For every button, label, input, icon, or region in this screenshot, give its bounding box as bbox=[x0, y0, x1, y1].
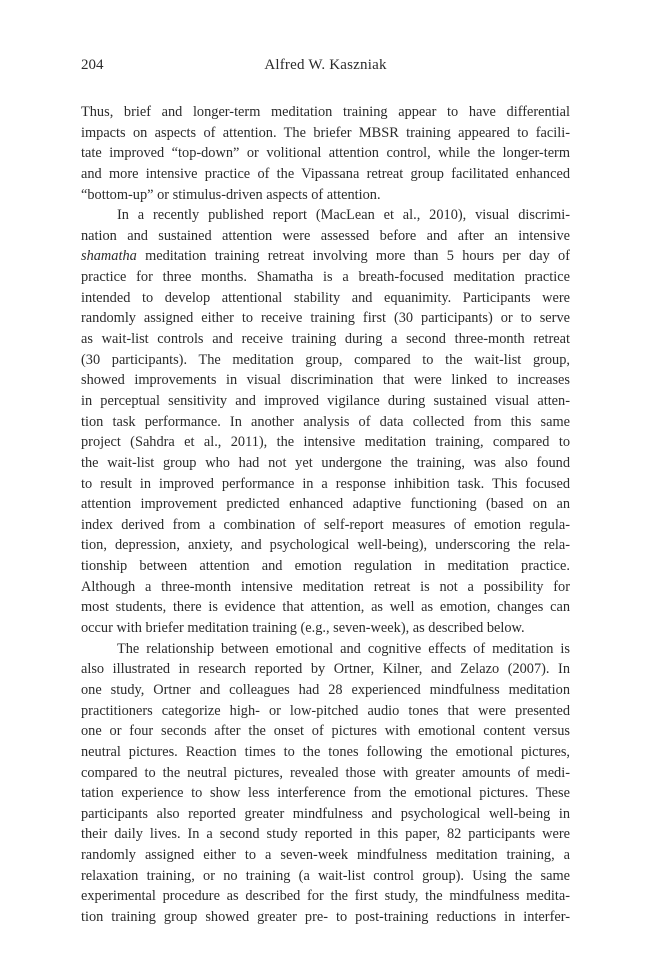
line-text: one study, Ortner and colleagues had 28 experienced mindfulness meditation bbox=[81, 681, 570, 698]
line-text: Thus, brief and longer-term meditation training appear to have differential bbox=[81, 104, 570, 120]
body-text bbox=[81, 102, 570, 928]
line-text: in perceptual sensitivity and improved vigilance during sustained visual atten- bbox=[81, 392, 570, 409]
line-text: as wait-list controls and receive training during a second three-month retreat bbox=[81, 331, 570, 348]
line-text: In a recently published report (MacLean et al., 2010), visual discrimi- bbox=[117, 207, 570, 224]
line-text: to result in improved performance in a response inhibition task. This focused bbox=[81, 475, 570, 492]
line-text: tation experience to show less interference from the emotional pictures. These bbox=[81, 785, 570, 802]
line-text: also illustrated in research reported by Ortner, Kilner, and Zelazo (2007). In bbox=[81, 661, 570, 678]
line-text: “bottom-up” or stimulus-driven aspects of attention. bbox=[81, 186, 381, 203]
italic-term: shamatha bbox=[81, 248, 137, 265]
line-text: tion training group showed greater pre- to post-training reductions in interfer- bbox=[81, 908, 570, 925]
line-text: compared to the neutral pictures, revealed those with greater amounts of medi- bbox=[81, 764, 570, 781]
line-text: relaxation training, or no training (a wait-list control group). Using the same bbox=[81, 867, 570, 884]
line-text: their daily lives. In a second study reported in this paper, 82 participants were bbox=[81, 826, 570, 843]
text-line bbox=[81, 618, 570, 639]
line-text: tion task performance. In another analysis of data collected from this same bbox=[81, 413, 570, 430]
line-text: index derived from a combination of self-report measures of emotion regula- bbox=[81, 516, 570, 533]
line-text: randomly assigned either to a seven-week mindfulness meditation training, a bbox=[81, 847, 570, 864]
text-line bbox=[81, 886, 570, 907]
line-text: neutral pictures. Reaction times to the tones following the emotional pictures, bbox=[81, 743, 570, 760]
line-text: practice for three months. Shamatha is a breath-focused meditation practice bbox=[81, 269, 570, 286]
line-text: one or four seconds after the onset of pictures with emotional content versus bbox=[81, 723, 570, 740]
text-line bbox=[81, 845, 570, 866]
text-line bbox=[81, 308, 570, 329]
line-text: attention improvement predicted enhanced adaptive functioning (based on an bbox=[81, 496, 570, 513]
text-line bbox=[81, 494, 570, 515]
line-text: practitioners categorize high- or low-pitched audio tones that were presented bbox=[81, 702, 570, 719]
line-text: intended to develop attentional stability and equanimity. Participants were bbox=[81, 289, 570, 306]
text-line bbox=[81, 866, 570, 887]
text-line bbox=[81, 515, 570, 536]
text-line bbox=[81, 701, 570, 722]
line-text: the wait-list group who had not yet undergone the training, was also found bbox=[81, 454, 570, 471]
line-text: randomly assigned either to receive training first (30 participants) or to serve bbox=[81, 310, 570, 327]
text-line bbox=[81, 370, 570, 391]
text-line bbox=[81, 474, 570, 495]
running-head bbox=[81, 57, 570, 79]
text-line bbox=[81, 246, 570, 267]
line-text: tate improved “top-down” or volitional attention control, while the longer-term bbox=[81, 145, 570, 162]
line-text: occur with briefer meditation training (e.g., seven-week), as described below. bbox=[81, 620, 525, 637]
text-line bbox=[81, 535, 570, 556]
text-line bbox=[81, 742, 570, 763]
text-line bbox=[81, 143, 570, 164]
line-text: nation and sustained attention were assessed before and after an intensive bbox=[81, 227, 570, 244]
line-text: experimental procedure as described for the first study, the mindfulness medita- bbox=[81, 888, 570, 905]
text-line bbox=[81, 391, 570, 412]
text-line bbox=[81, 907, 570, 928]
text-line bbox=[81, 432, 570, 453]
text-line bbox=[81, 412, 570, 433]
text-line bbox=[81, 267, 570, 288]
text-line bbox=[81, 804, 570, 825]
line-text: impacts on aspects of attention. The briefer MBSR training appeared to facili- bbox=[81, 124, 570, 141]
text-line bbox=[81, 288, 570, 309]
line-text: most students, there is evidence that attention, as well as emotion, changes can bbox=[81, 599, 570, 616]
text-line bbox=[81, 556, 570, 577]
text-line bbox=[81, 597, 570, 618]
page-number: 204 bbox=[81, 57, 104, 73]
line-text: meditation training retreat involving more than 5 hours per day of bbox=[136, 248, 570, 265]
text-line bbox=[81, 453, 570, 474]
text-line bbox=[81, 350, 570, 371]
text-line bbox=[81, 185, 570, 206]
line-text: project (Sahdra et al., 2011), the intensive meditation training, compared to bbox=[81, 434, 570, 451]
text-line bbox=[81, 329, 570, 350]
text-line bbox=[81, 824, 570, 845]
text-line bbox=[81, 226, 570, 247]
text-line bbox=[81, 164, 570, 185]
line-text: (30 participants). The meditation group, compared to the wait-list group, bbox=[81, 351, 570, 368]
text-line bbox=[81, 577, 570, 598]
text-line bbox=[81, 783, 570, 804]
text-line bbox=[81, 763, 570, 784]
text-line bbox=[81, 123, 570, 144]
text-line bbox=[81, 205, 570, 226]
line-text: tion, depression, anxiety, and psychological well-being), underscoring the rela- bbox=[81, 537, 570, 554]
line-text: participants also reported greater mindfulness and psychological well-being in bbox=[81, 805, 570, 822]
line-text: The relationship between emotional and cognitive effects of meditation is bbox=[117, 640, 570, 657]
text-line bbox=[81, 680, 570, 701]
line-text: showed improvements in visual discrimination that were linked to increases bbox=[81, 372, 570, 389]
text-line bbox=[81, 102, 570, 123]
line-text: and more intensive practice of the Vipassana retreat group facilitated enhanced bbox=[81, 165, 570, 182]
line-text: Although a three-month intensive meditation retreat is not a possibility for bbox=[81, 578, 570, 595]
running-head-author: Alfred W. Kaszniak bbox=[264, 57, 387, 73]
line-text: tionship between attention and emotion regulation in meditation practice. bbox=[81, 558, 570, 575]
text-line bbox=[81, 721, 570, 742]
text-line bbox=[81, 639, 570, 660]
text-line bbox=[81, 659, 570, 680]
